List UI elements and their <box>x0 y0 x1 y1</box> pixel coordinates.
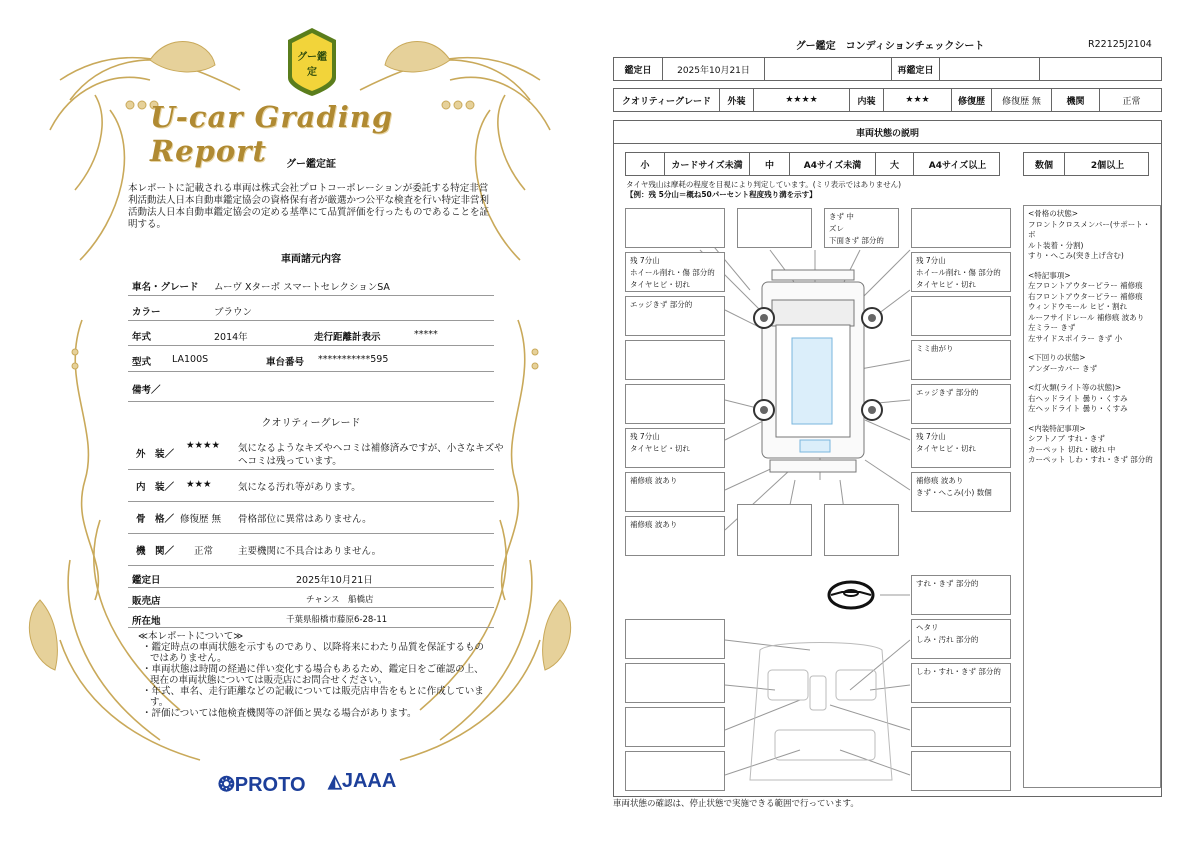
diagram-box <box>625 707 725 747</box>
reinspect-label: 再鑑定日 <box>891 58 939 80</box>
grade-stars: 正常 <box>194 546 214 557</box>
size-medium-desc: A4サイズ未満 <box>789 153 875 175</box>
shop-label: 販売店 <box>132 596 161 607</box>
size-small-desc: カードサイズ未満 <box>664 153 749 175</box>
int-value: ★★★ <box>883 89 951 111</box>
diagram-box-left-edge: エッジきず 部分的 <box>625 296 725 336</box>
diagram-box-seat: しわ・すれ・きず 部分的 <box>911 663 1011 703</box>
date-label: 鑑定日 <box>132 575 161 586</box>
chassis-label: 車台番号 <box>266 357 305 368</box>
repair-value: 修復歴 無 <box>991 89 1051 111</box>
mileage-value: ***** <box>414 329 438 340</box>
year-value: 2014年 <box>214 332 248 343</box>
count-label: 数個 <box>1034 160 1053 171</box>
row-date <box>128 566 494 588</box>
diagram-box <box>911 751 1011 791</box>
date-label: 鑑定日 <box>624 65 652 76</box>
diagram-box-left-repair: 補修痕 波あり <box>625 472 725 512</box>
notes-group-special: <特記事項> 左フロントアウターピラー 補修痕 右フロントアウターピラー 補修痕 ウィンドウモール ヒビ・割れ ルーフサイドレール 補修痕 波あり 左ミラー きず 左サイドスポイラー きず 小 <box>1028 270 1145 343</box>
diagram-box <box>737 504 812 556</box>
size-large-desc: A4サイズ以上 <box>913 153 1001 175</box>
grade-text: 気になる汚れ等があります。 <box>238 482 361 493</box>
size-large: 大 <box>875 153 913 175</box>
note-item: ・車両状態は時間の経過に伴い変化する場合もあるため、鑑定日をご確認の上、現在の車両状態については販売店にお問合せください。 <box>142 664 484 686</box>
grade-row-frame <box>128 502 494 534</box>
address-label: 所在地 <box>132 616 161 627</box>
engine-label: 機関 <box>1051 89 1099 111</box>
diagram-box <box>911 208 1011 248</box>
report-title: U-car Grading Report <box>150 100 394 168</box>
note-item: ・評価については他検査機関等の評価と異なる場合があります。 <box>142 708 417 719</box>
grade-row-exterior <box>128 434 504 470</box>
ext-value: ★★★★ <box>753 89 849 111</box>
model-label: 型式 <box>132 357 152 368</box>
size-small: 小 <box>640 160 650 171</box>
address-value: 千葉県船橋市藤原6-28-11 <box>286 615 388 625</box>
diagram-box-top-center: きず 中 ズレ 下面きず 部分的 <box>824 208 899 248</box>
count-desc: 2個以上 <box>1064 153 1150 175</box>
diagram-box <box>911 707 1011 747</box>
grade-stars: ★★★ <box>186 479 212 490</box>
row-color <box>128 296 494 321</box>
grade-text: 骨格部位に異常はありません。 <box>238 514 372 525</box>
note-item: ・年式、車名、走行距離などの記載については販売店申告をもとに作成しています。 <box>142 686 484 708</box>
name-value: ムーヴ Xターボ スマートセレクションSA <box>214 282 390 293</box>
diagram-box <box>625 663 725 703</box>
repair-label: 修復歴 <box>951 89 991 111</box>
grade-text: 気になるようなキズやヘコミは補修済みですが、小さなキズや <box>238 443 504 454</box>
note-item: ・鑑定時点の車両状態を示すものであり、以降将来にわたり品質を保証するものではありません。 <box>142 642 485 664</box>
tyre-note: タイヤ残山は摩耗の程度を目視により判定しています。(ミリ表示ではありません) 【例：残 5分山＝概ね50パーセント程度残り溝を示す】 <box>626 180 902 199</box>
grade-stars: ★★★★ <box>186 440 221 451</box>
notes-group-interior: <内装特記事項> シフトノブ すれ・きず カーペット 切れ・破れ 中 カーペット しわ・すれ・きず 部分的 <box>1028 423 1153 464</box>
certificate-heading: グー鑑定証 <box>286 159 336 170</box>
row-vehicle-name <box>128 272 494 296</box>
diagram-box-rear-right: 残 7分山 タイヤヒビ・切れ <box>911 428 1011 468</box>
diagram-box <box>625 751 725 791</box>
quality-label: クオリティーグレード <box>621 96 712 107</box>
condition-notes-panel <box>1023 205 1161 788</box>
sheet-reference: R22125J2104 <box>1088 39 1152 50</box>
jaaa-mark-icon: ◭ <box>328 771 342 791</box>
size-medium: 中 <box>749 153 789 175</box>
date-value: 2025年10月21日 <box>296 575 373 586</box>
diagram-box-front-right: 残 7分山 ホイール削れ・傷 部分的 タイヤヒビ・切れ <box>911 252 1011 292</box>
diagram-box-right-repair: 補修痕 波あり きず・へこみ(小) 数個 <box>911 472 1011 512</box>
grade-row-interior <box>128 470 494 502</box>
badge-label: グー鑑定 <box>297 52 327 78</box>
diagram-box-rear-left: 残 7分山 タイヤヒビ・切れ <box>625 428 725 468</box>
diagram-box-hetari: ヘタリ しみ・汚れ 部分的 <box>911 619 1011 659</box>
color-value: ブラウン <box>214 307 253 318</box>
sheet-footer: 車両状態の確認は、停止状態で実施できる範囲で行っています。 <box>613 799 859 809</box>
sheet-title: グー鑑定 コンディションチェックシート <box>795 41 985 52</box>
mileage-label: 走行距離計表示 <box>314 332 381 343</box>
int-label: 内装 <box>849 89 883 111</box>
diagram-box <box>625 208 725 248</box>
date-value: 2025年10月21日 <box>662 58 764 80</box>
diagram-box-front-left: 残 7分山 ホイール削れ・傷 部分的 タイヤヒビ・切れ <box>625 252 725 292</box>
diagram-box-right-edge: エッジきず 部分的 <box>911 384 1011 424</box>
engine-value: 正常 <box>1099 89 1163 111</box>
proto-mark-icon: ❂ <box>218 774 235 796</box>
model-value: LA100S <box>172 354 209 365</box>
diagram-box-right-mimi: ミミ曲がり <box>911 340 1011 380</box>
diagram-box <box>625 340 725 380</box>
diagram-box <box>911 296 1011 336</box>
condition-check-sheet <box>600 0 1200 848</box>
year-label: 年式 <box>132 332 152 343</box>
steering-wheel-icon <box>829 582 873 608</box>
name-label: 車名・グレード <box>132 282 199 293</box>
quality-grade-heading: クオリティーグレード <box>261 418 361 429</box>
grade-label: 内 装／ <box>136 482 175 493</box>
report-notes <box>138 631 490 719</box>
grade-text: 主要機関に不具合はありません。 <box>238 546 382 557</box>
notes-group-frame: <骨格の状態> フロントクロスメンバー(サポート・ボ ルト装着・分割) すり・へこみ(突き上げ含む) <box>1028 209 1151 260</box>
notes-group-underbody: <下回りの状態> アンダーカバー きず <box>1028 353 1098 373</box>
diagram-box <box>625 384 725 424</box>
ext-label: 外装 <box>719 89 753 111</box>
shop-value: チャンス 船橋店 <box>306 595 374 605</box>
color-label: カラー <box>132 307 161 318</box>
row-shop <box>128 588 494 608</box>
grade-label: 機 関／ <box>136 546 175 557</box>
chassis-value: ***********595 <box>318 354 389 365</box>
row-remarks <box>128 372 494 402</box>
row-model-chassis <box>128 346 494 372</box>
diagram-box <box>824 504 899 556</box>
grade-text-2: ヘコミは残っています。 <box>238 456 342 467</box>
diagram-box-left-repair-2: 補修痕 波あり <box>625 516 725 556</box>
certificate-intro: 本レポートに記載される車両は株式会社プロトコーポレーションが委託する特定非営利活動法人日本自動車鑑定協会の資格保有者が厳選かつ公平な検査を行い特定非営利活動法人日本自動車鑑定協会の定める基準にて品質評価を行ったものであることを証明する。 <box>128 183 490 230</box>
remarks-label: 備考／ <box>132 385 161 396</box>
grade-row-engine <box>128 534 494 566</box>
notes-heading: ≪本レポートについて≫ <box>138 631 244 642</box>
jaaa-logo: ◭JAAA <box>328 770 397 792</box>
grade-stars: 修復歴 無 <box>180 514 222 525</box>
grade-label: 骨 格／ <box>136 514 175 525</box>
grade-label: 外 装／ <box>136 449 175 460</box>
diagram-box <box>737 208 812 248</box>
row-year-mileage <box>128 321 494 346</box>
vehicle-spec-heading: 車両諸元内容 <box>281 254 341 265</box>
notes-group-lights: <灯火類(ライト等の状態)> 右ヘッドライト 曇り・くすみ 左ヘッドライト 曇り・くすみ <box>1028 383 1128 413</box>
row-address <box>128 608 494 628</box>
proto-logo: ❂PROTO <box>218 774 306 796</box>
vehicle-state-heading: 車両状態の説明 <box>613 120 1162 144</box>
diagram-box-steering: すれ・きず 部分的 <box>911 575 1011 615</box>
diagram-box <box>625 619 725 659</box>
